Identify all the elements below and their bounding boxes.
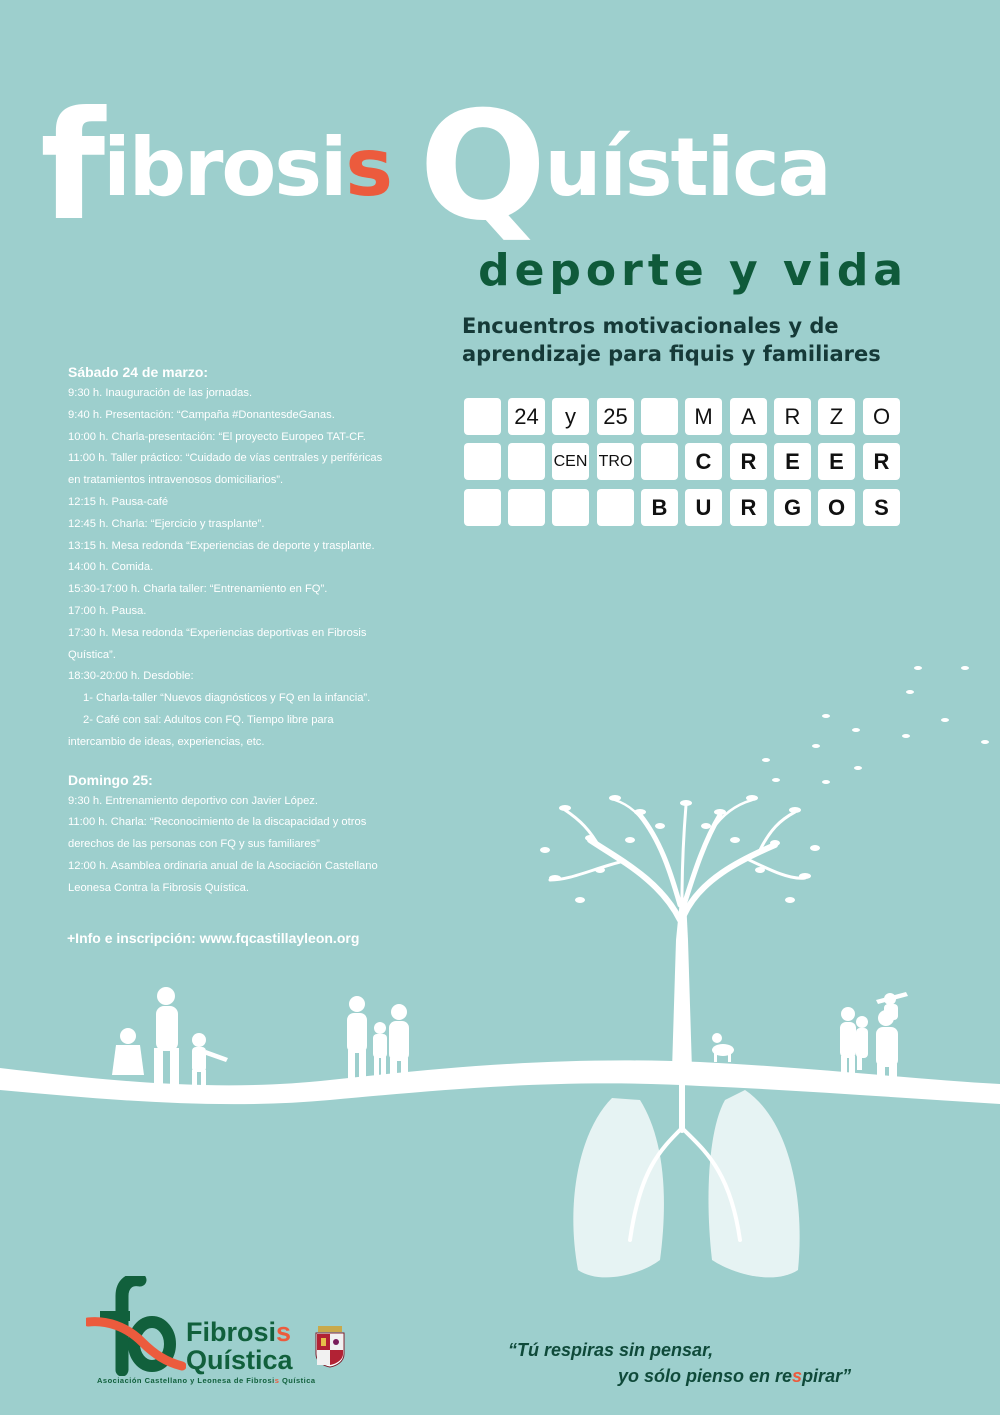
grid-cell-r2-c10: R [863, 443, 900, 480]
schedule-line: 18:30-20:00 h. Desdoble: [68, 670, 194, 683]
schedule-line: 1- Charla-taller “Nuevos diagnósticos y FQ en la infancia”. [83, 692, 371, 705]
grid-cell-r3-c9: O [818, 489, 855, 526]
schedule-line: 10:00 h. Charla-presentación: “El proyecto Europeo TAT-CF. [68, 430, 366, 443]
fq-logo-icon [86, 1276, 186, 1376]
left-lung [573, 1098, 664, 1277]
grid-cell-r2-c4: TRO [597, 443, 634, 480]
grid-cell-r3-c8: G [774, 489, 811, 526]
grid-cell-r1-c3: y [552, 398, 589, 435]
sunday-heading: Domingo 25: [68, 771, 153, 788]
schedule-line: 9:40 h. Presentación: “Campaña #DonantesdeGanas. [68, 408, 335, 421]
logo-word-fibrosis: Fibrosi [186, 1317, 277, 1347]
schedule-line: intercambio de ideas, experiencias, etc. [68, 735, 265, 748]
logo-caption-c: Quística [279, 1376, 316, 1385]
schedule-line: Leonesa Contra la Fibrosis Quística. [68, 881, 249, 894]
quote-line-2 [508, 1363, 851, 1389]
grid-cell-r1-c2: 24 [508, 398, 545, 435]
quote-line-2-c: pirar” [802, 1366, 852, 1386]
title-accent-s: s [345, 121, 392, 214]
tagline-line-2: aprendizaje para fiquis y familiares [462, 342, 881, 366]
logo-wordmark [186, 1318, 293, 1374]
grid-cell-r1-c10: O [863, 398, 900, 435]
grid-cell-r2-c6: C [685, 443, 722, 480]
grid-cell-r2-c8: E [774, 443, 811, 480]
title-initial-q: Q [419, 80, 545, 254]
grid-cell-r1-c5 [641, 398, 678, 435]
poster-tagline [462, 312, 908, 368]
grid-cell-r2-c5 [641, 443, 678, 480]
schedule-line: 15:30-17:00 h. Charla taller: “Entrenamiento en FQ”. [68, 583, 328, 596]
grid-cell-r1-c4: 25 [597, 398, 634, 435]
grid-cell-r3-c7: R [730, 489, 767, 526]
closing-quote [508, 1337, 851, 1389]
grid-cell-r3-c1 [464, 489, 501, 526]
schedule-line: 11:00 h. Charla: “Reconocimiento de la discapacidad y otros [68, 816, 367, 829]
schedule-line: derechos de las personas con FQ y sus familiares” [68, 838, 320, 851]
schedule-line: 14:00 h. Comida. [68, 561, 154, 574]
info-registration-link[interactable]: +Info e inscripción: www.fqcastillayleon.org [67, 930, 360, 946]
grid-cell-r3-c4 [597, 489, 634, 526]
poster-title [40, 80, 920, 254]
schedule-line: 11:00 h. Taller práctico: “Cuidado de vías centrales y periféricas [68, 452, 383, 465]
family-silhouette-right [840, 992, 908, 1086]
grid-cell-r2-c9: E [818, 443, 855, 480]
schedule-line: 12:00 h. Asamblea ordinaria anual de la Asociación Castellano [68, 859, 378, 872]
grid-cell-r1-c9: Z [818, 398, 855, 435]
grid-cell-r2-c1 [464, 443, 501, 480]
schedule-line: 9:30 h. Inauguración de las jornadas. [68, 387, 253, 399]
tree-leaves [540, 795, 820, 903]
family-silhouette-middle [347, 996, 409, 1082]
dog-silhouette [712, 1033, 734, 1062]
grid-cell-r2-c7: R [730, 443, 767, 480]
logo-caption-a: Asociación Castellano y Leonesa de Fibrosi [97, 1376, 275, 1385]
logo-accent-s: s [276, 1317, 292, 1347]
schedule-line: 12:15 h. Pausa-café [68, 495, 169, 508]
logo-caption-b: s [274, 1376, 280, 1385]
quote-line-1: “Tú respiras sin pensar, [508, 1340, 714, 1360]
schedule-line: 13:15 h. Mesa redonda “Experiencias de deporte y trasplante. [68, 539, 375, 552]
schedule-line: en tratamientos intravenosos domiciliarios”. [68, 474, 284, 487]
schedule-line: 9:30 h. Entrenamiento deportivo con Javier López. [68, 794, 319, 807]
grid-cell-r3-c3 [552, 489, 589, 526]
title-initial-f: f [40, 80, 104, 254]
poster-subtitle: deporte y vida [478, 245, 908, 296]
schedule-line: 2- Café con sal: Adultos con FQ. Tiempo libre para [83, 713, 334, 726]
grid-cell-r3-c5: B [641, 489, 678, 526]
tree-trunk [672, 900, 692, 1070]
grid-cell-r1-c6: M [685, 398, 722, 435]
tagline-line-1: Encuentros motivacionales y de [462, 314, 839, 338]
family-silhouette-left [112, 987, 228, 1088]
grid-cell-r3-c6: U [685, 489, 722, 526]
quote-line-2-a: yo sólo pienso en re [618, 1366, 793, 1386]
grid-cell-r1-c7: A [730, 398, 767, 435]
schedule-line: 17:00 h. Pausa. [68, 604, 147, 617]
grid-cell-r3-c10: S [863, 489, 900, 526]
logo-caption [97, 1376, 316, 1385]
grid-cell-r1-c8: R [774, 398, 811, 435]
schedule-line: 12:45 h. Charla: “Ejercicio y trasplante”. [68, 517, 265, 530]
grid-cell-r3-c2 [508, 489, 545, 526]
falling-leaves [762, 666, 989, 784]
right-lung [708, 1090, 799, 1277]
schedule-line: 17:30 h. Mesa redonda “Experiencias deportivas en Fibrosis [68, 626, 367, 639]
schedule-line: Quística”. [68, 648, 116, 661]
grid-cell-r1-c1 [464, 398, 501, 435]
logo-word-quistica: Quística [186, 1345, 293, 1375]
title-word-quistica: uística [544, 121, 830, 214]
grid-cell-r2-c3: CEN [552, 443, 589, 480]
saturday-heading: Sábado 24 de marzo: [68, 364, 209, 380]
coat-of-arms-icon [314, 1324, 346, 1368]
title-word-fibrosis: ibrosi [103, 121, 346, 214]
quote-accent-s: s [792, 1366, 803, 1386]
tree-branches [550, 800, 805, 920]
tree-lungs-illustration [0, 640, 1000, 1300]
grid-cell-r2-c2 [508, 443, 545, 480]
